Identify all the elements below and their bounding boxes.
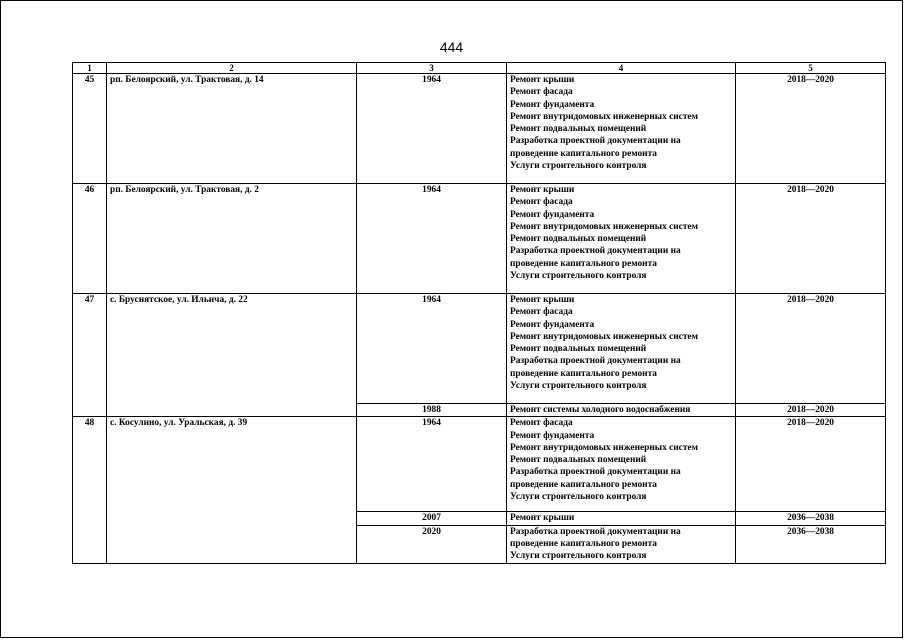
work-item: Ремонт подвальных помещений — [510, 234, 647, 245]
table-row — [73, 74, 886, 184]
work-item: Ремонт крыши — [510, 185, 575, 195]
works-cell — [507, 417, 736, 512]
period-cell: 2018—2020 — [736, 417, 886, 512]
work-item: Услуги строительного контроля — [510, 161, 647, 172]
work-item: проведение капитального ремонта — [510, 148, 657, 159]
header-col-2: 2 — [107, 63, 357, 74]
period-cell: 2018—2020 — [736, 404, 886, 417]
year-cell: 1964 — [357, 417, 507, 512]
table-row — [73, 294, 886, 404]
works-cell — [507, 404, 736, 417]
work-item: Ремонт фундамента — [510, 209, 595, 220]
year-cell: 1964 — [357, 74, 507, 184]
period-cell: 2036—2038 — [736, 512, 886, 525]
work-item: Ремонт системы холодного водоснабжения — [510, 405, 691, 415]
work-item: Разработка проектной документации на — [510, 136, 681, 147]
year-cell: 2020 — [357, 525, 507, 563]
works-cell — [507, 525, 736, 563]
work-item: Ремонт подвальных помещений — [510, 124, 647, 135]
work-item: Ремонт фундамента — [510, 430, 595, 441]
work-item: Услуги строительного контроля — [510, 271, 647, 282]
work-item: Ремонт фундамента — [510, 319, 595, 330]
year-cell: 1964 — [357, 184, 507, 294]
work-item: Услуги строительного контроля — [510, 551, 647, 562]
works-cell — [507, 294, 736, 404]
header-col-4: 4 — [507, 63, 736, 74]
header-col-1: 1 — [73, 63, 107, 74]
year-cell: 2007 — [357, 512, 507, 525]
address-cell: с. Бруснятское, ул. Ильича, д. 22 — [107, 294, 357, 417]
works-cell — [507, 184, 736, 294]
table-row — [73, 417, 886, 512]
year-cell: 1964 — [357, 294, 507, 404]
work-item: Ремонт крыши — [510, 295, 575, 305]
table-header — [73, 63, 886, 74]
work-item: Ремонт подвальных помещений — [510, 455, 647, 466]
row-number: 45 — [73, 74, 107, 184]
works-cell — [507, 512, 736, 525]
work-item: Ремонт фасада — [510, 418, 573, 429]
work-item: Разработка проектной документации на — [510, 246, 681, 257]
work-item: Разработка проектной документации на — [510, 526, 681, 537]
header-row — [73, 63, 886, 74]
work-item: проведение капитального ремонта — [510, 479, 657, 490]
year-cell: 1988 — [357, 404, 507, 417]
period-cell: 2018—2020 — [736, 184, 886, 294]
header-col-3: 3 — [357, 63, 507, 74]
row-number: 47 — [73, 294, 107, 417]
work-item: Ремонт внутридомовых инженерных систем — [510, 111, 698, 122]
work-item: Разработка проектной документации на — [510, 467, 681, 478]
period-cell: 2018—2020 — [736, 74, 886, 184]
work-item: Ремонт фундамента — [510, 99, 595, 110]
work-item: Ремонт фасада — [510, 307, 573, 318]
row-number: 46 — [73, 184, 107, 294]
work-item: Ремонт фасада — [510, 87, 573, 98]
work-item: Ремонт внутридомовых инженерных систем — [510, 331, 698, 342]
work-item: Ремонт внутридомовых инженерных систем — [510, 442, 698, 453]
work-item: Разработка проектной документации на — [510, 356, 681, 367]
work-item: Ремонт крыши — [510, 513, 575, 524]
work-item: проведение капитального ремонта — [510, 368, 657, 379]
work-item: Ремонт крыши — [510, 75, 575, 85]
work-item: Ремонт подвальных помещений — [510, 344, 647, 355]
address-cell: с. Косулино, ул. Уральская, д. 39 — [107, 417, 357, 563]
period-cell: 2018—2020 — [736, 294, 886, 404]
work-item: проведение капитального ремонта — [510, 538, 657, 549]
works-cell — [507, 74, 736, 184]
period-cell: 2036—2038 — [736, 525, 886, 563]
row-number: 48 — [73, 417, 107, 563]
repair-schedule-table — [72, 62, 886, 564]
page-number: 444 — [439, 39, 464, 55]
table-row — [73, 184, 886, 294]
address-cell: рп. Белоярский, ул. Трактовая, д. 2 — [107, 184, 357, 294]
work-item: Ремонт внутридомовых инженерных систем — [510, 221, 698, 232]
work-item: Ремонт фасада — [510, 197, 573, 208]
table-body — [73, 74, 886, 564]
work-item: проведение капитального ремонта — [510, 258, 657, 269]
header-col-5: 5 — [736, 63, 886, 74]
work-item: Услуги строительного контроля — [510, 381, 647, 392]
address-cell: рп. Белоярский, ул. Трактовая, д. 14 — [107, 74, 357, 184]
work-item: Услуги строительного контроля — [510, 492, 647, 503]
